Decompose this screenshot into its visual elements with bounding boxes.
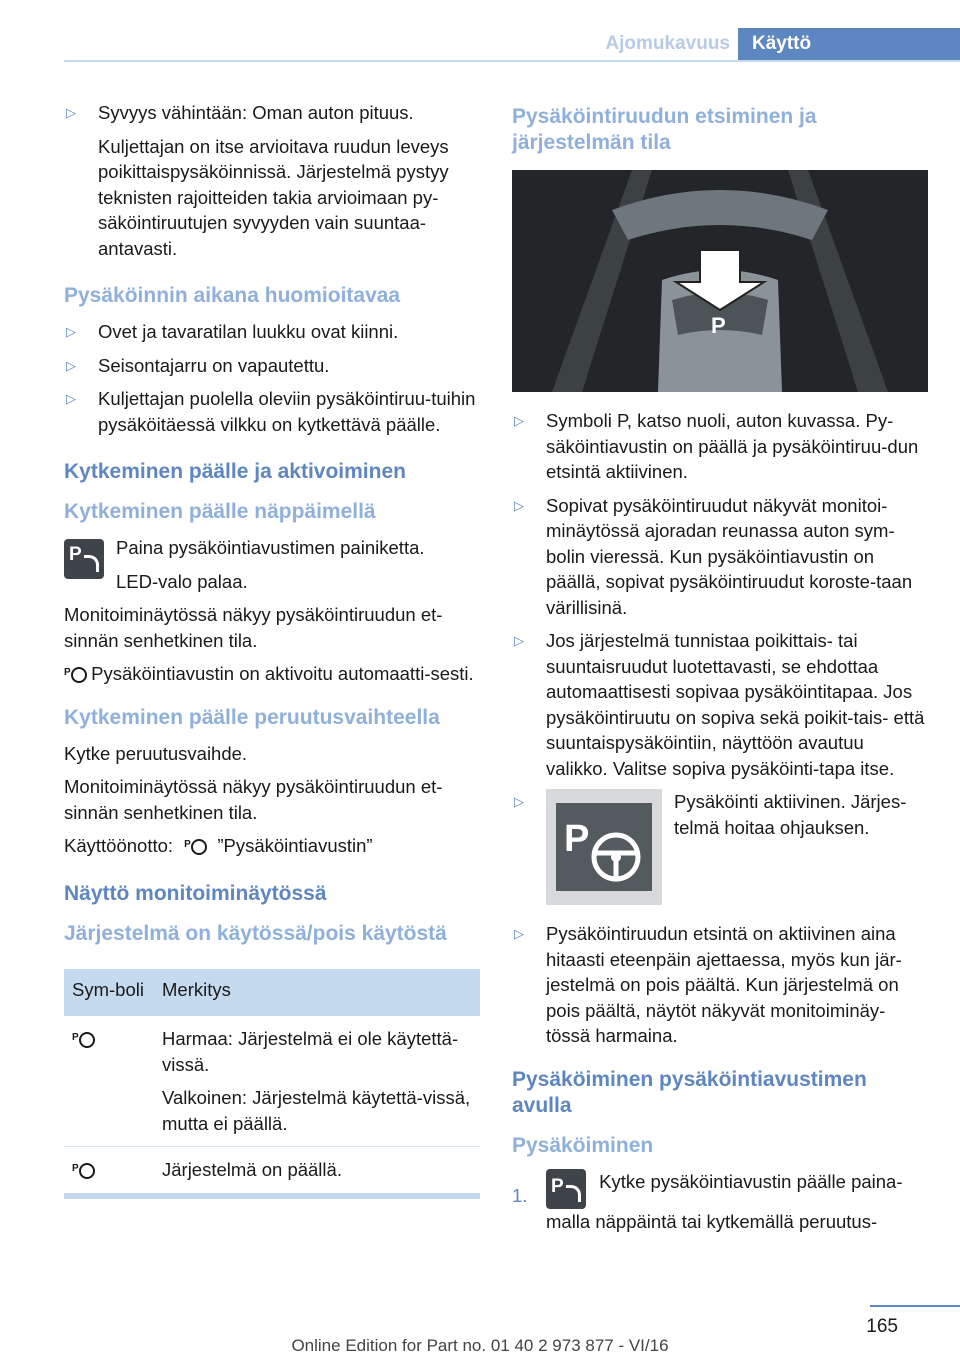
column-header: Merkitys [154, 969, 480, 1017]
meaning-cell [154, 1016, 480, 1147]
park-assist-status-icon: P [184, 834, 206, 854]
auto-activation-text [64, 661, 480, 687]
list-item [512, 493, 928, 621]
symbol-cell [64, 1016, 154, 1147]
bullet-triangle-icon: ▷ [514, 497, 524, 513]
list-item [512, 789, 928, 913]
page-number: 165 [866, 1316, 898, 1337]
bullet-text: Pysäköintiruudun etsintä on aktiivinen aina hitaasti eteenpäin ajettaessa, myös kun jär-jestelmä on pois päältä. Kun järjestelmä on pois päältä, näytöt näkyvät monitoiminäy-tössä harmaina. [546, 923, 902, 1046]
table-header-row [64, 969, 480, 1017]
park-assist-status-icon: P [64, 662, 86, 682]
table-row [64, 1147, 480, 1196]
monitor-text: Monitoiminäytössä näkyy pysäköintiruudun et-sinnän senhetkinen tila. [64, 604, 443, 651]
header-rule [64, 60, 960, 62]
list-item [64, 100, 480, 261]
heading-reverse: Kytkeminen päälle peruutusvaihteella [64, 705, 440, 729]
list-item [512, 628, 928, 781]
bullet-subtext: Kuljettajan on itse arvioitava ruudun leveys poikittaispysäköinnissä. Järjestelmä pystyy teknisten rajoitteiden takia arvioimaan py-säköintiruutujen syvyyden vain suuntaa-antavasti. [98, 135, 449, 259]
list-item [512, 408, 928, 485]
heading-parking: Pysäköiminen [512, 1133, 654, 1157]
footer-rule [870, 1305, 960, 1307]
active-text: Pysäköinti aktiivinen. Järjes-telmä hoitaa ohjauksen. [674, 791, 907, 838]
reverse-text: Kytke peruutusvaihde. [64, 742, 248, 764]
auto-text: Pysäköintiavustin on aktivoitu automaatti-sesti. [91, 663, 474, 684]
park-assist-button-icon: P [546, 1169, 586, 1209]
heading-search: Pysäköintiruudun etsiminen ja järjestelmän tila [512, 105, 817, 154]
bullet-triangle-icon: ▷ [514, 926, 524, 941]
heading-system-status: Järjestelmä on käytössä/pois käytöstä [64, 921, 447, 945]
meaning-text: Valkoinen: Järjestelmä käytettä-vissä, mutta ei päällä. [162, 1087, 471, 1134]
button-instruction [64, 535, 480, 594]
symbol-table [64, 969, 480, 1199]
heading-activate: Kytkeminen päälle ja aktivoiminen [64, 460, 406, 483]
meaning-text: Harmaa: Järjestelmä ei ole käytettä-vissä. [162, 1028, 459, 1075]
button-text: Paina pysäköintiavustimen painiketta. [116, 537, 425, 558]
list-item [512, 921, 928, 1049]
bullet-text: Syvyys vähintään: Oman auton pituus. [98, 102, 414, 123]
heading-button-activation: Kytkeminen päälle näppäimellä [64, 500, 376, 523]
usage-value: ”Pysäköintiavustin” [217, 835, 373, 856]
park-assist-status-icon: P [72, 1027, 94, 1047]
step-number: 1. [512, 1184, 528, 1206]
step-item [512, 1169, 928, 1235]
park-assist-button-icon: P [64, 539, 104, 579]
header-active-section[interactable]: Käyttö [738, 28, 960, 60]
heading-during-parking: Pysäköinnin aikana huomioitavaa [64, 284, 401, 307]
bullet-text: Kuljettajan puolella oleviin pysäköintiruu-tuihin pysäköitäessä vilkku on kytkettävä päälle. [98, 388, 476, 435]
bullet-triangle-icon: ▷ [514, 633, 524, 648]
usage-line [64, 833, 480, 859]
usage-label: Käyttöönotto: [64, 835, 174, 856]
left-column [64, 100, 480, 1199]
table-row [64, 1016, 480, 1147]
bullet-text: Jos järjestelmä tunnistaa poikittais- tai suuntaisruudut luotettavasti, se ehdottaa automaattisesti sopivaa pysäköintitapaa. Jos pysäköintiruutu on sopiva sekä poikit-tais- että suuntaispysäköintiin, näyttöön avautuu valikko. Valitse sopiva pysäköinti-tapa itse. [546, 630, 925, 779]
right-column [512, 100, 928, 1234]
bullet-triangle-icon: ▷ [66, 391, 76, 406]
edition-footer: Online Edition for Part no. 01 40 2 973 877 - VI/16 [291, 1336, 669, 1355]
bullet-triangle-icon: ▷ [514, 413, 524, 428]
column-header: Sym-boli [64, 969, 154, 1017]
park-assist-status-icon: P [72, 1158, 94, 1178]
header-section-link[interactable]: Ajomukavuus [605, 33, 730, 54]
meaning-cell: Järjestelmä on päällä. [154, 1147, 480, 1196]
list-item [64, 353, 480, 379]
photo-p-label: P [711, 313, 726, 338]
led-text: LED-valo palaa. [116, 570, 248, 592]
bullet-triangle-icon: ▷ [66, 357, 76, 373]
symbol-cell [64, 1147, 154, 1196]
heading-parking-with-assist: Pysäköiminen pysäköintiavustimen avulla [512, 1067, 867, 1117]
car-display-photo [512, 170, 928, 392]
bullet-text: Symboli P, katso nuoli, auton kuvassa. Py-säköintiavustin on päällä ja pysäköintiruu-dun etsintä aktiivinen. [546, 410, 919, 482]
list-item [64, 319, 480, 345]
car-display-illustration [512, 170, 928, 392]
bullet-triangle-icon: ▷ [66, 105, 76, 120]
bullet-text: Ovet ja tavaratilan luukku ovat kiinni. [98, 321, 399, 342]
bullet-triangle-icon: ▷ [66, 324, 76, 339]
heading-display: Näyttö monitoiminäytössä [64, 881, 327, 905]
monitor-text: Monitoiminäytössä näkyy pysäköintiruudun et-sinnän senhetkinen tila. [64, 776, 443, 823]
step-text: Kytke pysäköintiavustin päälle paina-malla näppäintä tai kytkemällä peruutus- [546, 1170, 903, 1232]
svg-text:P: P [564, 818, 590, 860]
list-item [64, 386, 480, 437]
bullet-text: Seisontajarru on vapautettu. [98, 354, 330, 376]
bullet-text: Sopivat pysäköintiruudut näkyvät monitoi-minäytössä ajoradan reunassa auton sym-bolin vieressä. Kun pysäköintiavustin on päällä, sopivat pysäköintiruudut koroste-taan värillisinä. [546, 494, 913, 618]
park-steering-icon [546, 789, 662, 905]
bullet-triangle-icon: ▷ [514, 794, 524, 809]
